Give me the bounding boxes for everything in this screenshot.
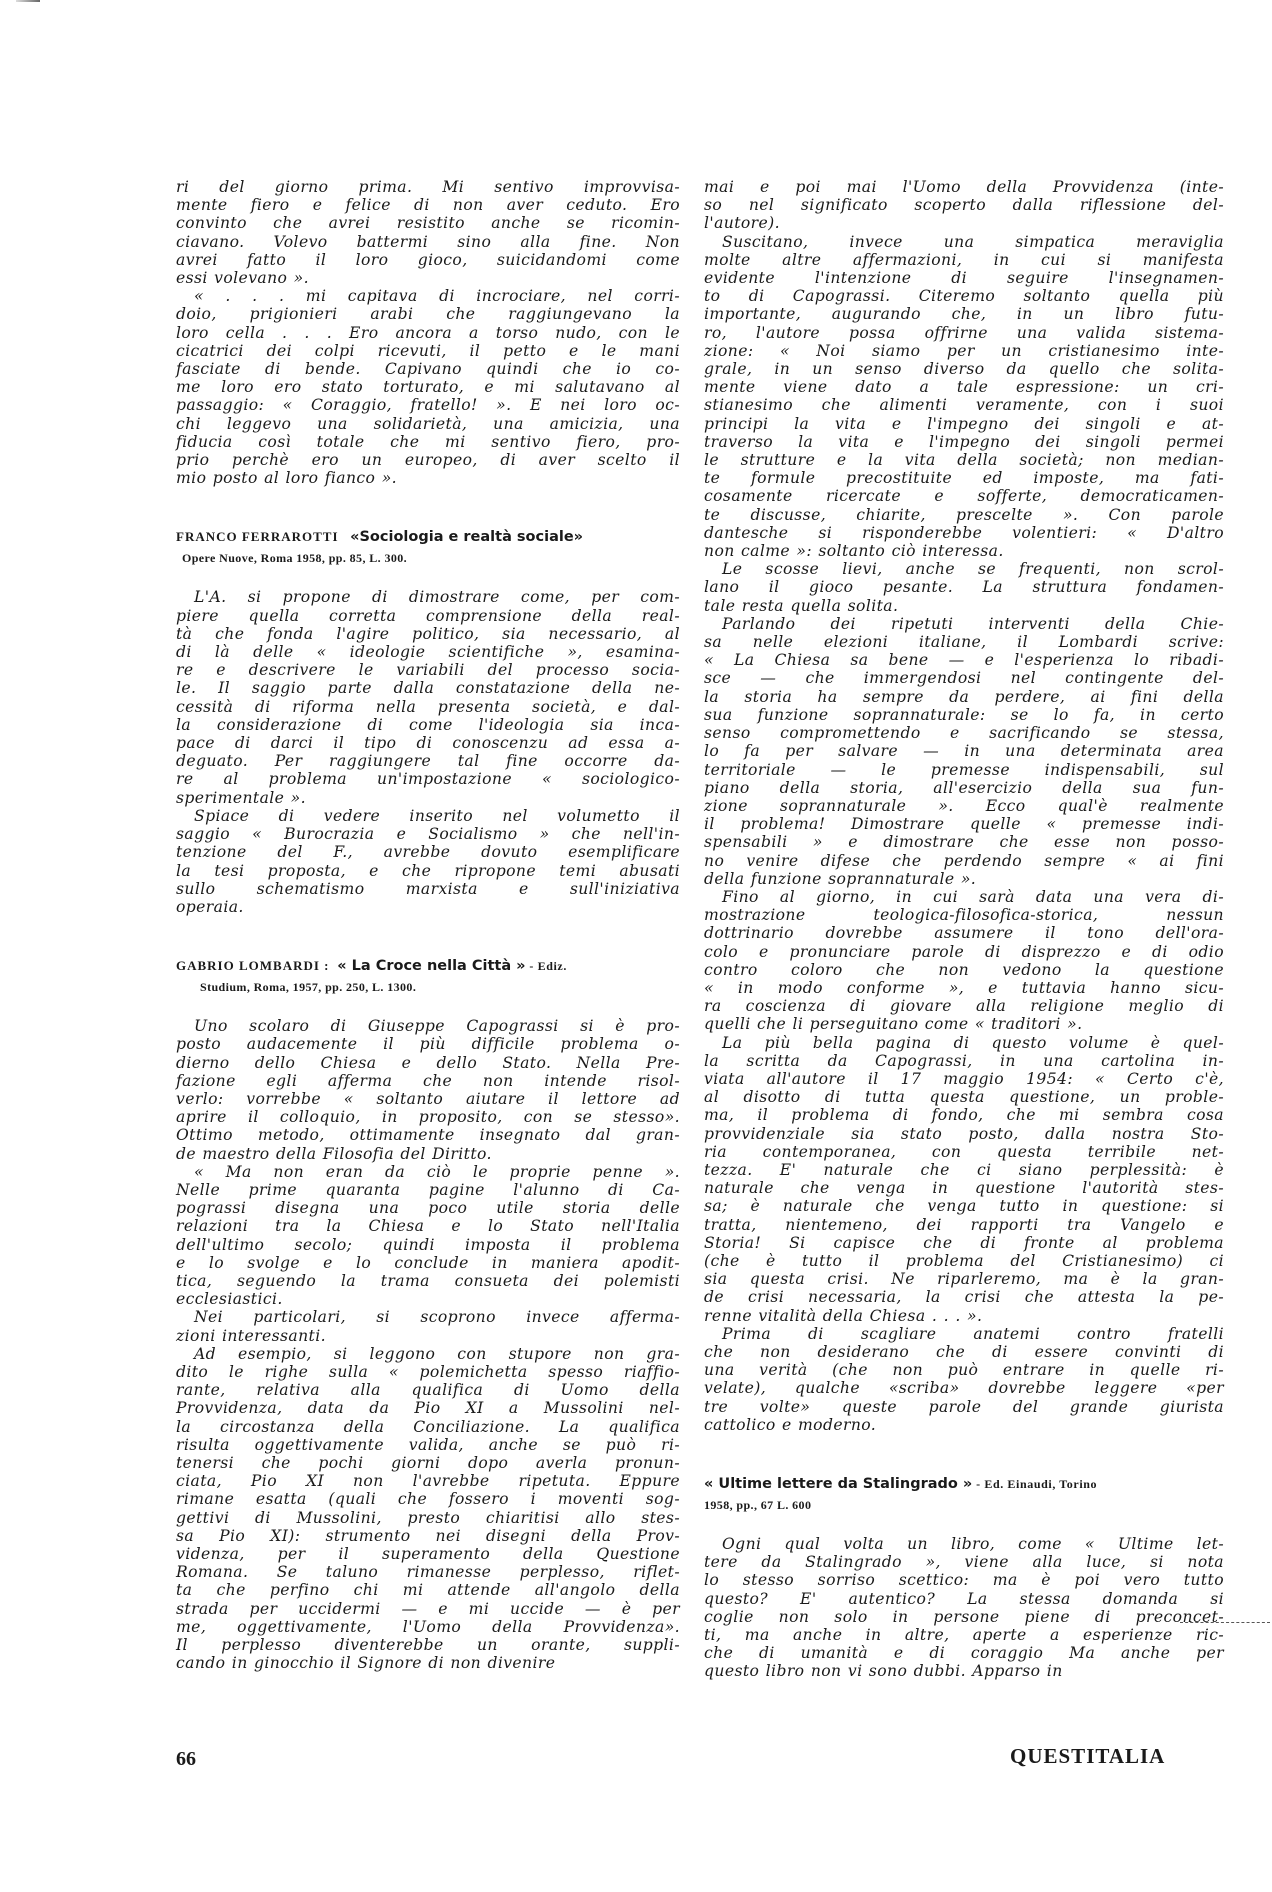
text-line: molte altre affermazioni, in cui si manifesta [704,250,1224,269]
text-line: ria contemporanea, con questa terribile net- [704,1142,1224,1161]
text-line: de maestro della Filosofia del Diritto. [176,1144,492,1163]
paragraph [176,588,680,806]
text-line: zioni interessanti. [176,1326,326,1345]
text-line: piano della storia, all'esercizio della sua fun- [704,778,1224,797]
text-line: strada per uccidermi — e mi uccide — è per [176,1599,680,1618]
text-line: dottrinario dovrebbe assumere il tono dell'ora- [704,924,1224,943]
text-line: Ogni qual volta un libro, come « Ultime let- [722,1535,1224,1554]
paragraph [704,1034,1224,1325]
text-line: ro, l'autore possa offrirne una valida sistema- [704,323,1224,342]
text-line: tezza. E' naturale che ci siano perplessità: è [704,1160,1224,1179]
text-line: passaggio: « Coraggio, fratello! ». E nei loro oc- [176,396,680,415]
text-line: dell'ultimo secolo; quindi imposta il problema [176,1235,680,1254]
text-line: tenzione del F., avrebbe dovuto esemplificare [176,843,680,862]
text-line: principi la vita e l'impegno dei singoli e at- [704,414,1224,433]
intro-quote [176,178,680,487]
paragraph [704,615,1224,888]
text-line: tratta, nientemeno, dei rapporti tra Vangelo e [704,1215,1224,1234]
text-line: le. Il saggio parte dalla constatazione della ne- [176,679,680,698]
text-line: videnza, per il superamento della Questione [176,1545,680,1563]
text-line: « Ma non eran da ciò le proprie penne ». [194,1162,680,1181]
text-line: chi leggevo una solidarietà, una amicizia, una [176,414,680,433]
text-line: Fino al giorno, in cui sarà data una vera di- [722,887,1224,906]
text-line: sa nelle elezioni italiane, il Lombardi scrive: [704,633,1224,652]
review-body-ferrarotti [176,588,680,916]
paragraph [704,888,1224,1034]
text-line: ti, ma anche in altre, aperte a esperienze ric- [704,1626,1224,1645]
text-line: cattolico e moderno. [704,1415,877,1434]
page-number: 66 [176,1748,196,1770]
text-line: e lo svolge e lo conclude in maniera apodit- [176,1253,680,1272]
text-line: Nelle prime quaranta pagine l'alunno di Ca- [176,1180,680,1199]
text-line: convinto che avrei resistito anche se ricomin- [176,214,680,233]
text-line: cosamente ricercate e sofferte, democraticamen- [704,487,1224,506]
paragraph [176,1163,680,1309]
paragraph [704,178,1224,233]
text-line: dantesche si risponderebbe volentieri: « D'altro [704,523,1224,542]
text-line: la scritta da Capograssi, in una cartolina in- [704,1051,1224,1070]
text-line: Romana. Se taluno rimanesse perplesso, riflet- [176,1563,680,1582]
text-line: doio, prigionieri arabi che raggiungevano la [176,305,680,324]
text-line: mai e poi mai l'Uomo della Provvidenza (inte- [704,178,1224,196]
review-heading-stalingrado [704,1476,1224,1492]
text-line: questo? E' autentico? La stessa domanda si [704,1589,1224,1608]
text-line: piere quella corretta comprensione della real- [176,606,680,625]
review-body-lombardi [176,1017,680,1672]
text-line: della funzione soprannaturale ». [704,869,977,888]
text-line: pograssi disegna una poco utile storia delle [176,1199,680,1218]
text-line: fasciate di bende. Capivano quindi che io co- [176,360,680,379]
text-line: prio perchè ero un europeo, di aver scelto il [176,451,680,470]
text-line: risulta oggettivamente valida, anche se può ri- [176,1435,680,1454]
review-book-title: « Ultime lettere da Stalingrado » [704,1476,973,1493]
text-line: Il perplesso diventerebbe un orante, suppli- [176,1636,680,1655]
text-line: importante, augurando che, in un libro futu- [704,305,1224,324]
text-line: il problema! Dimostrare quelle « premesse indi- [704,815,1224,834]
text-line: una verità (che non può entrare in quelle ri- [704,1361,1224,1380]
text-line: to di Capograssi. Citeremo soltanto quella più [704,287,1224,306]
paragraph [704,1325,1224,1434]
text-line: Storia! Si capisce che di fronte al problema [704,1233,1224,1252]
text-line: mostrazione teologica-filosofica-storica, nessun [704,906,1224,925]
text-line: sperimentale ». [176,788,306,807]
text-line: La più bella pagina di questo volume è quel- [722,1033,1224,1052]
text-line: dito le righe sulla « polemichetta spesso riaffio- [176,1362,680,1381]
text-line: ciavano. Volevo battermi sino alla fine. Non [176,232,680,251]
text-line: verlo: vorrebbe « soltanto aiutare il lettore ad [176,1089,680,1108]
text-line: sce — che immergendosi nel contingente del- [704,669,1224,688]
text-line: quelli che li perseguitano come « traditori ». [704,1015,1083,1034]
text-line: non calme »: soltanto ciò interessa. [704,542,1004,561]
paragraph [176,1017,680,1163]
text-line: lo stesso sorriso scettico: ma è poi vero tutto [704,1571,1224,1590]
text-line: territoriale — le premesse indispensabili, sul [704,760,1224,779]
text-line: me, oggettivamente, l'Uomo della Provvidenza». [176,1617,680,1636]
text-line: (che è tutto il problema del Cristianesimo) ci [704,1251,1224,1270]
text-line: re al problema un'impostazione « sociologico- [176,770,680,789]
text-line: « in modo conforme », e tuttavia hanno sicu- [704,978,1224,997]
review-author: FRANCO FERRAROTTI [176,529,339,545]
text-line: mio posto al loro fianco ». [176,469,397,488]
text-line: loro cella . . . Ero ancora a torso nudo, con le [176,323,680,342]
text-line: ta che perfino chi mi attende all'angolo della [176,1581,680,1600]
text-line: di là delle « ideologie scientifiche », esamina- [176,643,680,662]
text-line: Provvidenza, data da Pio XI a Mussolini nel- [176,1399,680,1418]
text-line: tale resta quella solita. [704,596,899,615]
text-line: lano il gioco pesante. La struttura fondamen- [704,578,1224,597]
text-line: traverso la vita e l'impegno dei singoli permei [704,432,1224,451]
text-line: sia questa crisi. Ne riparleremo, ma è la gran- [704,1270,1224,1289]
text-line: l'autore). [704,214,780,233]
text-line: la tesi proposta, e che ripropone temi abusati [176,861,680,880]
text-line: Ad esempio, si leggono con stupore non gra- [194,1344,680,1363]
review-publication: Opere Nuove, Roma 1958, pp. 85, L. 300. [182,551,408,566]
text-line: la circostanza della Conciliazione. La qualifica [176,1417,680,1436]
text-line: saggio « Burocrazia e Socialismo » che nell'in- [176,825,680,844]
review-book-title: «Sociologia e realtà sociale» [350,529,584,546]
text-line: tà che fonda l'agire politico, sia necessario, al [176,624,680,643]
text-line: dierno dello Chiesa e dello Stato. Nella Pre- [176,1053,680,1072]
text-line: la storia ha sempre da perdere, ai fini della [704,687,1224,706]
review-publication-detail: 1958, pp., 67 L. 600 [704,1498,812,1513]
paragraph [176,178,680,287]
text-line: sa Pio XI): strumento nei disegni della Prov- [176,1526,680,1545]
text-line: tere da Stalingrado », viene alla luce, si nota [704,1553,1224,1572]
text-line: me loro ero stato torturato, e mi salutavano al [176,378,680,397]
text-line: « La Chiesa sa bene — e l'esperienza lo ribadi- [704,651,1224,670]
text-line: che non desiderano che di essere convinti di [704,1343,1224,1361]
magazine-name: QUESTITALIA [1010,1744,1166,1768]
text-line: rante, relativa alla qualifica di Uomo della [176,1381,680,1400]
text-line: viata all'autore il 17 maggio 1954: « Certo c'è, [704,1069,1224,1088]
text-line: zione soprannaturale ». Ecco qual'è realmente [704,796,1224,815]
text-line: te formule precostituite ed imposte, ma fati- [704,469,1224,488]
text-line: fazione egli afferma che non intende risol- [176,1071,680,1090]
text-line: sa; è naturale che venga tutto in questione: si [704,1197,1224,1216]
review-book-title: « La Croce nella Città » [337,958,526,975]
review-body-lombardi-continued [704,178,1224,1434]
text-line: so nel significato scoperto dalla riflessione del- [704,196,1224,215]
text-line: ma, il problema di fondo, che mi sembra cosa [704,1106,1224,1125]
text-line: renne vitalità della Chiesa . . . ». [704,1306,983,1325]
text-line: che di umanità e di coraggio Ma anche per [704,1644,1224,1663]
text-line: cessità di riforma nella presenta società, e dal- [176,697,680,716]
text-line: Prima di scagliare anatemi contro fratelli [722,1324,1224,1343]
text-line: ri del giorno prima. Mi sentivo improvvisa- [176,178,680,196]
text-line: lo fa per salvare — in una determinata area [704,742,1224,761]
text-line: la considerazione di come l'ideologia sia inca- [176,715,680,734]
text-line: operaia. [176,897,244,916]
text-line: re e descrivere le variabili del processo socia- [176,661,680,680]
text-line: gettivi di Mussolini, presto chiaritisi allo stes- [176,1508,680,1527]
text-line: tica, seguendo la trama consueta dei polemisti [176,1271,680,1290]
text-line: coglie non solo in persone piene di preconcet- [704,1607,1224,1626]
text-line: colo e pronunciare parole di disprezzo e di odio [704,942,1224,961]
text-line: relazioni tra la Chiesa e lo Stato nell'Italia [176,1217,680,1236]
text-line: ecclesiastici. [176,1290,283,1309]
text-line: provvidenziale sia stato posto, dalla nostra Sto- [704,1124,1224,1143]
text-line: aprire il colloquio, in proposito, con se stesso». [176,1108,680,1127]
text-line: tenersi che pochi giorni dopo averla pronun- [176,1453,680,1472]
text-line: Suscitano, invece una simpatica meraviglia [722,232,1224,251]
text-line: rimane esatta (quali che fossero i moventi sog- [176,1490,680,1509]
review-author: GABRIO LOMBARDI : [176,958,330,974]
text-line: pace di darci il tipo di conoscenzu ad essa a- [176,734,680,753]
paragraph [704,1535,1224,1681]
text-line: contro coloro che non vedono la questione [704,960,1224,979]
text-line: mente fiero e felice di non aver ceduto. Ero [176,196,680,215]
left-column [176,178,680,1672]
text-line: evidente l'intenzione di seguire l'insegnamen- [704,269,1224,288]
paragraph [176,1308,680,1344]
text-line: Nei particolari, si scoprono invece afferma- [194,1308,680,1327]
paragraph [176,1345,680,1673]
text-line: te discusse, chiarite, prescelte ». Con parole [704,505,1224,524]
text-line: sua funzione soprannaturale: se lo fa, in certo [704,705,1224,724]
text-line: Le scosse lievi, anche se frequenti, non scrol- [722,560,1224,579]
review-heading-lombardi [176,958,680,974]
text-line: tre volte» queste parole del grande giurista [704,1397,1224,1416]
review-heading-ferrarotti [176,529,680,545]
paragraph [704,560,1224,615]
text-line: stianesimo che alimenti veramente, con i suoi [704,396,1224,415]
text-line: avrei fatto il loro gioco, suicidandomi come [176,250,680,269]
text-line: le strutture e la vita della società; non median- [704,451,1224,470]
review-publication: - Ed. Einaudi, Torino [976,1477,1098,1492]
text-line: Uno scolaro di Giuseppe Capograssi si è pro- [194,1017,680,1036]
paragraph [176,807,680,916]
text-line: ra coscienza di giovare alla religione meglio di [704,997,1224,1016]
text-line: no venire difese che perdendo sempre « ai fini [704,851,1224,870]
text-line: de crisi necessaria, la crisi che attesta la pe- [704,1288,1224,1307]
text-line: cicatrici dei colpi ricevuti, il petto e le mani [176,341,680,360]
text-line: zione: « Noi siamo per un cristianesimo inte- [704,341,1224,360]
text-line: naturale che venga in questione l'autorità stes- [704,1179,1224,1198]
text-line: sullo schematismo marxista e sull'iniziativa [176,879,680,898]
text-line: questo libro non vi sono dubbi. Apparso in [704,1662,1063,1681]
text-line: « . . . mi capitava di incrociare, nel corri- [194,287,680,306]
paragraph [176,287,680,487]
text-line: essi volevano ». [176,269,309,288]
text-line: al disotto di tutta questa questione, un proble- [704,1088,1224,1107]
text-line: Parlando dei ripetuti interventi della Chie- [722,614,1224,633]
scan-dash-artifact [1180,1622,1270,1623]
text-line: mente viene dato a tale espressione: un cri- [704,378,1224,397]
text-line: Ottimo metodo, ottimamente insegnato dal gran- [176,1126,680,1145]
text-line: ciata, Pio XI non l'avrebbe ripetuta. Eppure [176,1472,680,1491]
text-line: posto audacemente il più difficile problema o- [176,1035,680,1054]
text-line: grale, in un senso diverso da quello che solita- [704,360,1224,379]
paragraph [704,233,1224,561]
review-body-stalingrado [704,1535,1224,1681]
text-line: L'A. si propone di dimostrare come, per com- [194,588,680,607]
text-line: Spiace di vedere inserito nel volumetto il [194,806,680,825]
text-line: cando in ginocchio il Signore di non divenire [176,1654,556,1673]
text-line: deguato. Per raggiungere tal fine occorre da- [176,752,680,771]
text-line: velate), qualche «scriba» dovrebbe leggere «per [704,1379,1224,1398]
review-publication: Studium, Roma, 1957, pp. 250, L. 1300. [200,980,417,995]
text-line: senso compromettendo e sacrificando se stessa, [704,724,1224,743]
right-column [704,178,1224,1681]
text-line: fiducia così totale che mi sentivo fiero, pro- [176,432,680,451]
review-edition: - Ediz. [529,959,567,974]
text-line: spensabili » e dimostrare che esse non posso- [704,833,1224,852]
scan-artifact [16,0,40,2]
